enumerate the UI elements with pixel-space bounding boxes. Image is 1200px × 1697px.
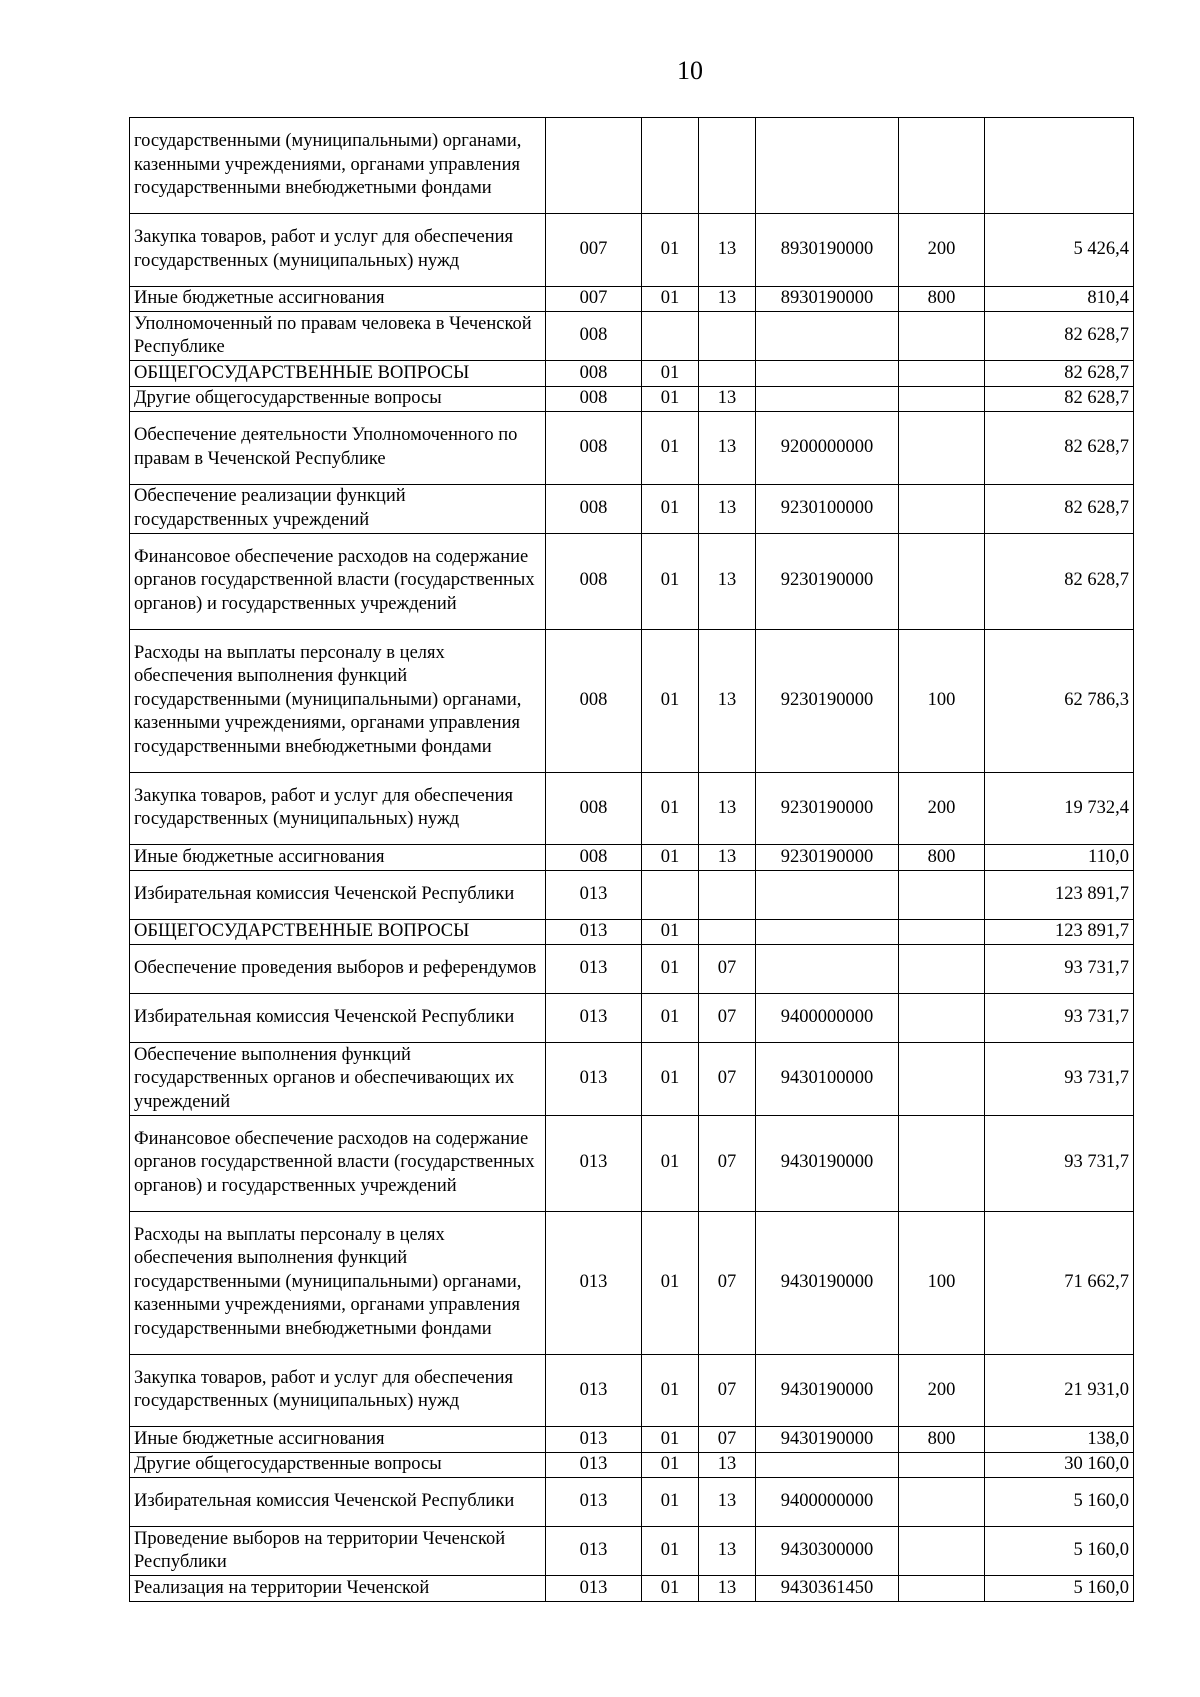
table-row xyxy=(130,412,1134,485)
target-item-code-cell: 8930190000 xyxy=(756,286,899,312)
table-row xyxy=(130,772,1134,845)
table-row xyxy=(130,845,1134,871)
section-code-cell xyxy=(642,312,699,361)
expense-type-code-cell xyxy=(899,945,985,994)
expense-type-code-cell xyxy=(899,118,985,214)
ministry-code-cell: 013 xyxy=(546,1427,642,1453)
ministry-code-cell: 007 xyxy=(546,214,642,287)
expense-name-cell: ОБЩЕГОСУДАРСТВЕННЫЕ ВОПРОСЫ xyxy=(130,361,546,387)
table-row xyxy=(130,118,1134,214)
expense-name-cell: Обеспечение проведения выборов и референдумов xyxy=(130,945,546,994)
target-item-code-cell: 9430100000 xyxy=(756,1043,899,1116)
target-item-code-cell xyxy=(756,361,899,387)
target-item-code-cell xyxy=(756,1452,899,1478)
subsection-code-cell: 07 xyxy=(699,994,756,1043)
section-code-cell xyxy=(642,118,699,214)
ministry-code-cell: 013 xyxy=(546,870,642,919)
expense-name-cell: Уполномоченный по правам человека в Чеченской Республике xyxy=(130,312,546,361)
budget-table xyxy=(129,117,1134,1602)
expense-type-code-cell xyxy=(899,484,985,533)
table-row xyxy=(130,870,1134,919)
expense-type-code-cell xyxy=(899,1115,985,1211)
subsection-code-cell: 13 xyxy=(699,1452,756,1478)
amount-cell: 138,0 xyxy=(985,1427,1134,1453)
target-item-code-cell: 9430190000 xyxy=(756,1427,899,1453)
amount-cell: 93 731,7 xyxy=(985,994,1134,1043)
amount-cell xyxy=(985,118,1134,214)
ministry-code-cell: 008 xyxy=(546,386,642,412)
target-item-code-cell xyxy=(756,945,899,994)
ministry-code-cell: 008 xyxy=(546,772,642,845)
section-code-cell: 01 xyxy=(642,214,699,287)
section-code-cell: 01 xyxy=(642,1452,699,1478)
section-code-cell: 01 xyxy=(642,629,699,772)
section-code-cell: 01 xyxy=(642,845,699,871)
amount-cell: 93 731,7 xyxy=(985,1115,1134,1211)
ministry-code-cell xyxy=(546,118,642,214)
section-code-cell: 01 xyxy=(642,994,699,1043)
target-item-code-cell: 9400000000 xyxy=(756,1478,899,1527)
target-item-code-cell xyxy=(756,919,899,945)
amount-cell: 5 160,0 xyxy=(985,1527,1134,1576)
subsection-code-cell: 13 xyxy=(699,772,756,845)
amount-cell: 810,4 xyxy=(985,286,1134,312)
table-body xyxy=(130,118,1134,1602)
subsection-code-cell xyxy=(699,312,756,361)
section-code-cell: 01 xyxy=(642,361,699,387)
subsection-code-cell: 13 xyxy=(699,629,756,772)
amount-cell: 123 891,7 xyxy=(985,919,1134,945)
ministry-code-cell: 013 xyxy=(546,1452,642,1478)
amount-cell: 62 786,3 xyxy=(985,629,1134,772)
expense-type-code-cell xyxy=(899,533,985,629)
expense-type-code-cell: 100 xyxy=(899,1211,985,1354)
expense-name-cell: Обеспечение выполнения функций государственных органов и обеспечивающих их учреждений xyxy=(130,1043,546,1116)
expense-type-code-cell xyxy=(899,1527,985,1576)
amount-cell: 93 731,7 xyxy=(985,1043,1134,1116)
expense-type-code-cell xyxy=(899,1576,985,1602)
expense-name-cell: Иные бюджетные ассигнования xyxy=(130,1427,546,1453)
target-item-code-cell: 9430300000 xyxy=(756,1527,899,1576)
expense-name-cell: Иные бюджетные ассигнования xyxy=(130,286,546,312)
expense-name-cell: Финансовое обеспечение расходов на содержание органов государственной власти (государственных органов) и государственных учреждений xyxy=(130,533,546,629)
subsection-code-cell: 13 xyxy=(699,1576,756,1602)
expense-name-cell: Реализация на территории Чеченской xyxy=(130,1576,546,1602)
subsection-code-cell xyxy=(699,870,756,919)
subsection-code-cell: 13 xyxy=(699,1527,756,1576)
target-item-code-cell: 9230100000 xyxy=(756,484,899,533)
amount-cell: 82 628,7 xyxy=(985,386,1134,412)
expense-type-code-cell: 200 xyxy=(899,214,985,287)
expense-name-cell: Закупка товаров, работ и услуг для обеспечения государственных (муниципальных) нужд xyxy=(130,1354,546,1427)
ministry-code-cell: 008 xyxy=(546,361,642,387)
target-item-code-cell xyxy=(756,312,899,361)
subsection-code-cell: 13 xyxy=(699,286,756,312)
ministry-code-cell: 013 xyxy=(546,945,642,994)
table-row xyxy=(130,1427,1134,1453)
subsection-code-cell: 07 xyxy=(699,1211,756,1354)
expense-name-cell: Проведение выборов на территории Чеченской Республики xyxy=(130,1527,546,1576)
ministry-code-cell: 013 xyxy=(546,1576,642,1602)
expense-name-cell: Обеспечение деятельности Уполномоченного по правам в Чеченской Республике xyxy=(130,412,546,485)
section-code-cell: 01 xyxy=(642,1527,699,1576)
expense-name-cell: Финансовое обеспечение расходов на содержание органов государственной власти (государственных органов) и государственных учреждений xyxy=(130,1115,546,1211)
section-code-cell: 01 xyxy=(642,533,699,629)
amount-cell: 82 628,7 xyxy=(985,361,1134,387)
subsection-code-cell xyxy=(699,361,756,387)
amount-cell: 82 628,7 xyxy=(985,312,1134,361)
ministry-code-cell: 007 xyxy=(546,286,642,312)
target-item-code-cell: 9430190000 xyxy=(756,1354,899,1427)
ministry-code-cell: 013 xyxy=(546,994,642,1043)
ministry-code-cell: 008 xyxy=(546,412,642,485)
section-code-cell: 01 xyxy=(642,1576,699,1602)
target-item-code-cell: 9230190000 xyxy=(756,772,899,845)
subsection-code-cell: 13 xyxy=(699,1478,756,1527)
table-row xyxy=(130,1452,1134,1478)
section-code-cell: 01 xyxy=(642,772,699,845)
expense-type-code-cell xyxy=(899,361,985,387)
expense-name-cell: Расходы на выплаты персоналу в целях обеспечения выполнения функций государственными (муниципальными) органами, казенными учреждениями, органами управления государственными внебюджетными фондами xyxy=(130,629,546,772)
amount-cell: 5 160,0 xyxy=(985,1576,1134,1602)
expense-name-cell: Иные бюджетные ассигнования xyxy=(130,845,546,871)
expense-type-code-cell: 800 xyxy=(899,845,985,871)
expense-type-code-cell: 200 xyxy=(899,772,985,845)
page-number: 10 xyxy=(677,56,703,85)
expense-name-cell: Расходы на выплаты персоналу в целях обеспечения выполнения функций государственными (муниципальными) органами, казенными учреждениями, органами управления государственными внебюджетными фондами xyxy=(130,1211,546,1354)
table-row xyxy=(130,533,1134,629)
table-row xyxy=(130,629,1134,772)
table-row xyxy=(130,1043,1134,1116)
table-row xyxy=(130,286,1134,312)
table-row xyxy=(130,386,1134,412)
subsection-code-cell xyxy=(699,919,756,945)
amount-cell: 21 931,0 xyxy=(985,1354,1134,1427)
table-row xyxy=(130,1211,1134,1354)
subsection-code-cell: 13 xyxy=(699,533,756,629)
section-code-cell: 01 xyxy=(642,1115,699,1211)
ministry-code-cell: 013 xyxy=(546,1478,642,1527)
subsection-code-cell xyxy=(699,118,756,214)
ministry-code-cell: 008 xyxy=(546,312,642,361)
section-code-cell: 01 xyxy=(642,286,699,312)
amount-cell: 93 731,7 xyxy=(985,945,1134,994)
target-item-code-cell: 9230190000 xyxy=(756,845,899,871)
ministry-code-cell: 013 xyxy=(546,1527,642,1576)
expense-type-code-cell: 200 xyxy=(899,1354,985,1427)
expense-type-code-cell: 100 xyxy=(899,629,985,772)
ministry-code-cell: 013 xyxy=(546,1211,642,1354)
expense-type-code-cell xyxy=(899,1478,985,1527)
section-code-cell: 01 xyxy=(642,1427,699,1453)
ministry-code-cell: 013 xyxy=(546,1354,642,1427)
section-code-cell: 01 xyxy=(642,1043,699,1116)
target-item-code-cell xyxy=(756,118,899,214)
expense-type-code-cell xyxy=(899,1452,985,1478)
expense-type-code-cell xyxy=(899,919,985,945)
expense-name-cell: Закупка товаров, работ и услуг для обеспечения государственных (муниципальных) нужд xyxy=(130,214,546,287)
amount-cell: 82 628,7 xyxy=(985,484,1134,533)
target-item-code-cell: 9230190000 xyxy=(756,533,899,629)
amount-cell: 110,0 xyxy=(985,845,1134,871)
ministry-code-cell: 008 xyxy=(546,629,642,772)
amount-cell: 71 662,7 xyxy=(985,1211,1134,1354)
section-code-cell: 01 xyxy=(642,1211,699,1354)
ministry-code-cell: 013 xyxy=(546,1115,642,1211)
amount-cell: 123 891,7 xyxy=(985,870,1134,919)
section-code-cell xyxy=(642,870,699,919)
subsection-code-cell: 07 xyxy=(699,945,756,994)
table-row xyxy=(130,919,1134,945)
subsection-code-cell: 13 xyxy=(699,386,756,412)
expense-name-cell: Избирательная комиссия Чеченской Республики xyxy=(130,994,546,1043)
expense-type-code-cell: 800 xyxy=(899,1427,985,1453)
subsection-code-cell: 13 xyxy=(699,484,756,533)
table-row xyxy=(130,361,1134,387)
subsection-code-cell: 13 xyxy=(699,412,756,485)
section-code-cell: 01 xyxy=(642,484,699,533)
expense-type-code-cell xyxy=(899,870,985,919)
expense-name-cell: Избирательная комиссия Чеченской Республики xyxy=(130,1478,546,1527)
subsection-code-cell: 13 xyxy=(699,845,756,871)
expense-type-code-cell xyxy=(899,312,985,361)
subsection-code-cell: 13 xyxy=(699,214,756,287)
target-item-code-cell xyxy=(756,870,899,919)
section-code-cell: 01 xyxy=(642,945,699,994)
subsection-code-cell: 07 xyxy=(699,1427,756,1453)
table-row xyxy=(130,945,1134,994)
table-row xyxy=(130,1576,1134,1602)
table-row xyxy=(130,1354,1134,1427)
subsection-code-cell: 07 xyxy=(699,1354,756,1427)
ministry-code-cell: 008 xyxy=(546,484,642,533)
target-item-code-cell: 8930190000 xyxy=(756,214,899,287)
expense-name-cell: Другие общегосударственные вопросы xyxy=(130,1452,546,1478)
expense-type-code-cell: 800 xyxy=(899,286,985,312)
target-item-code-cell: 9430190000 xyxy=(756,1211,899,1354)
expense-name-cell: Избирательная комиссия Чеченской Республики xyxy=(130,870,546,919)
amount-cell: 30 160,0 xyxy=(985,1452,1134,1478)
ministry-code-cell: 013 xyxy=(546,919,642,945)
table-row xyxy=(130,994,1134,1043)
section-code-cell: 01 xyxy=(642,919,699,945)
table-row xyxy=(130,1115,1134,1211)
subsection-code-cell: 07 xyxy=(699,1043,756,1116)
amount-cell: 5 160,0 xyxy=(985,1478,1134,1527)
target-item-code-cell: 9400000000 xyxy=(756,994,899,1043)
expense-name-cell: Обеспечение реализации функций государственных учреждений xyxy=(130,484,546,533)
expense-name-cell: Закупка товаров, работ и услуг для обеспечения государственных (муниципальных) нужд xyxy=(130,772,546,845)
amount-cell: 5 426,4 xyxy=(985,214,1134,287)
ministry-code-cell: 008 xyxy=(546,845,642,871)
table-row xyxy=(130,1478,1134,1527)
section-code-cell: 01 xyxy=(642,1478,699,1527)
expense-name-cell: ОБЩЕГОСУДАРСТВЕННЫЕ ВОПРОСЫ xyxy=(130,919,546,945)
expense-type-code-cell xyxy=(899,386,985,412)
target-item-code-cell: 9430361450 xyxy=(756,1576,899,1602)
expense-type-code-cell xyxy=(899,1043,985,1116)
table-row xyxy=(130,484,1134,533)
section-code-cell: 01 xyxy=(642,412,699,485)
expense-name-cell: государственными (муниципальными) органами, казенными учреждениями, органами управления государственными внебюджетными фондами xyxy=(130,118,546,214)
subsection-code-cell: 07 xyxy=(699,1115,756,1211)
target-item-code-cell: 9230190000 xyxy=(756,629,899,772)
section-code-cell: 01 xyxy=(642,386,699,412)
table-row xyxy=(130,214,1134,287)
ministry-code-cell: 013 xyxy=(546,1043,642,1116)
table-row xyxy=(130,1527,1134,1576)
expense-type-code-cell xyxy=(899,994,985,1043)
expense-type-code-cell xyxy=(899,412,985,485)
section-code-cell: 01 xyxy=(642,1354,699,1427)
table-row xyxy=(130,312,1134,361)
target-item-code-cell: 9430190000 xyxy=(756,1115,899,1211)
target-item-code-cell xyxy=(756,386,899,412)
amount-cell: 19 732,4 xyxy=(985,772,1134,845)
expense-name-cell: Другие общегосударственные вопросы xyxy=(130,386,546,412)
amount-cell: 82 628,7 xyxy=(985,533,1134,629)
ministry-code-cell: 008 xyxy=(546,533,642,629)
amount-cell: 82 628,7 xyxy=(985,412,1134,485)
target-item-code-cell: 9200000000 xyxy=(756,412,899,485)
